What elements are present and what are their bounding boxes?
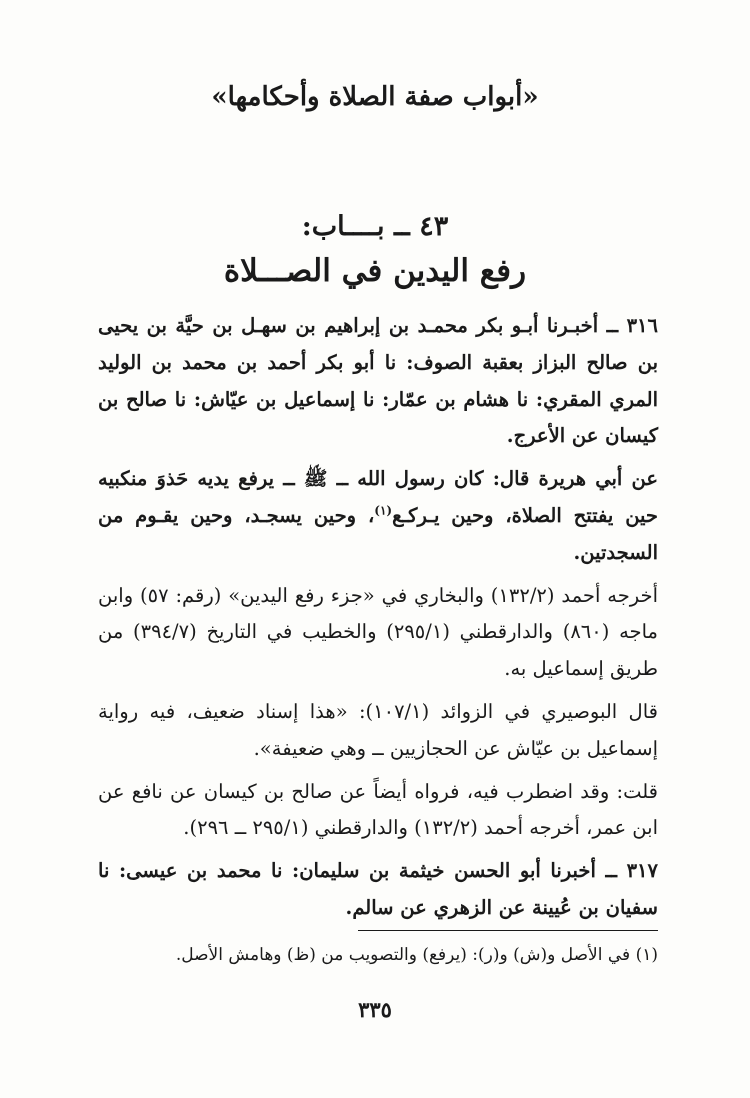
hadith-316-chain xyxy=(98,308,658,455)
busiri-comment: قال البوصيري في الزوائد (١٠٧/١): «هذا إسناد ضعيف، فيه رواية إسماعيل بن عيّاش عن الحجازيين ــ وهي ضعيفة». xyxy=(98,699,658,760)
paragraph-text: ، وحين يسجـد، وحين يقـوم من السجدتين. xyxy=(98,503,658,564)
page-number: ٣٣٥ xyxy=(358,997,392,1022)
chapter-title: رفع اليدين في الصـــلاة xyxy=(223,253,527,289)
hadith-317-chain xyxy=(98,853,658,927)
takhrij-paragraph: أخرجه أحمد (١٣٢/٢) والبخاري في «جزء رفع اليدين» (رقم: ٥٧) وابن ماجه (٨٦٠) والدارقطني (٢٩٥/١) والخطيب في التاريخ (٣٩٤/٧) من طريق إسماعيل به. xyxy=(98,583,658,681)
hadith-316-matn xyxy=(98,461,658,571)
chapter-number: ٤٣ ــ بــــاب: xyxy=(301,211,449,242)
paragraph-text: أخبرنا أبو الحسن خيثمة بن سليمان: نا محمد بن عيسى: نا سفيان بن عُيينة عن الزهري عن سالم. xyxy=(98,859,658,919)
footnote-ref: (١) xyxy=(374,503,393,518)
footnote: (١) في الأصل و(ش) و(ر): (يرفع) والتصويب من (ظ) وهامش الأصل. xyxy=(175,945,658,965)
editor-note: قلت: وقد اضطرب فيه، فرواه أيضاً عن صالح بن كيسان عن نافع عن ابن عمر، أخرجه أحمد (١٣٢/٢) والدارقطني (٢٩٥/١ ــ ٢٩٦). xyxy=(98,779,658,840)
hadith-number: ٣١٧ ــ xyxy=(595,859,658,883)
footnote-divider xyxy=(358,930,658,931)
body-text xyxy=(98,308,658,927)
hadith-number: ٣١٦ ــ xyxy=(598,314,658,337)
running-header: «أبواب صفة الصلاة وأحكامها» xyxy=(211,82,539,112)
paragraph-text: عن أبي هريرة قال: كان رسول الله ــ ﷺ ــ يرفع يديه حَذوَ منكبيه حين يفتتح الصلاة، وحين يـركـع xyxy=(98,467,658,527)
paragraph-text: أخبـرنا أبـو بكر محمـد بن إبراهيم بن سهـل بن حيَّة بن يحيى بن صالح البزاز بعقبة الصوف: نا أبو بكر أحمد بن محمد بن الوليد المري المقري: نا هشام بن عمّار: نا إسماعيل بن عيّاش: نا صالح بن كيسان عن الأعرج. xyxy=(98,314,658,448)
